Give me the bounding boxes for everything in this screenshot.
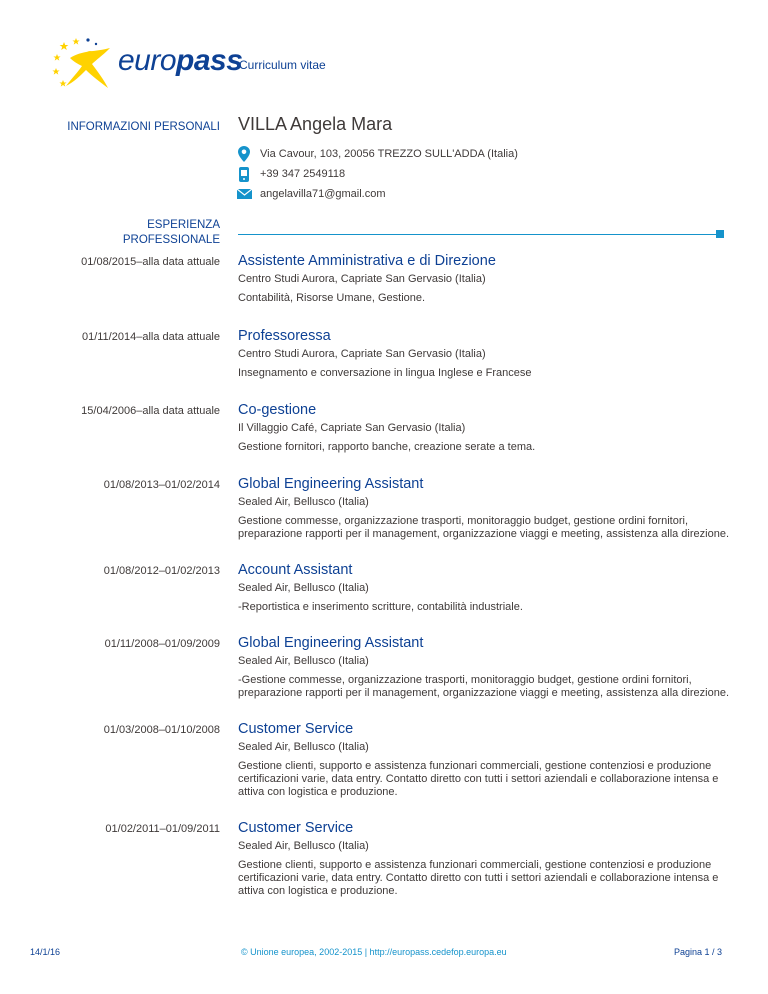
email-text[interactable]: angelavilla71@gmail.com [260, 188, 386, 200]
email-row [236, 185, 386, 203]
location-pin-icon [236, 145, 252, 163]
job-description-line: preparazione rapporti per il management, organizzazione viaggi e meeting, assistenza alla direzione. [238, 528, 730, 540]
address-row [236, 145, 518, 163]
job-title: Co-gestione [238, 402, 317, 418]
job-title: Customer Service [238, 721, 354, 737]
phone-row [236, 165, 345, 183]
job-dates: 15/04/2006–alla data attuale [81, 405, 220, 417]
job-employer: Centro Studi Aurora, Capriate San Gervasio (Italia) [238, 273, 486, 285]
job-description [238, 515, 738, 541]
job-description-line: certificazioni varie, data entry. Contatto diretto con tutti i settori aziendali e collaborazione intensa e [238, 773, 719, 785]
job-employer: Sealed Air, Bellusco (Italia) [238, 496, 369, 508]
job-description [238, 760, 738, 799]
job-description: -Reportistica e inserimento scritture, contabilità industriale. [238, 601, 523, 613]
footer-copyright[interactable]: © Unione europea, 2002-2015 | http://europass.cedefop.europa.eu [241, 947, 507, 957]
job-dates: 01/08/2015–alla data attuale [81, 256, 220, 268]
europass-star-figure-logo [52, 36, 122, 92]
personal-info-label: INFORMAZIONI PERSONALI [67, 121, 220, 133]
job-description-line: Gestione clienti, supporto e assistenza funzionari commerciali, gestione contenziosi e produzione [238, 859, 712, 871]
job-description-line: Gestione commesse, organizzazione trasporti, monitoraggio budget, gestione ordini fornitori, [238, 515, 689, 527]
address-text: Via Cavour, 103, 20056 TREZZO SULL'ADDA (Italia) [260, 148, 518, 160]
logo-brand-left: euro [118, 44, 177, 77]
job-employer: Il Villaggio Café, Capriate San Gervasio (Italia) [238, 422, 466, 434]
job-title: Account Assistant [238, 562, 353, 578]
experience-label-line1: ESPERIENZA [147, 219, 220, 231]
cv-title: Curriculum vitae [239, 58, 326, 72]
job-dates: 01/11/2014–alla data attuale [81, 331, 220, 343]
job-title: Assistente Amministrativa e di Direzione [238, 253, 496, 269]
job-description-line: certificazioni varie, data entry. Contatto diretto con tutti i settori aziendali e collaborazione intensa e [238, 872, 719, 884]
job-employer: Sealed Air, Bellusco (Italia) [238, 582, 369, 594]
job-description-line: attiva con logistica e produzione. [238, 786, 398, 798]
job-description: Contabilità, Risorse Umane, Gestione. [238, 292, 426, 304]
envelope-icon [236, 185, 252, 203]
job-description-line: Gestione clienti, supporto e assistenza funzionari commerciali, gestione contenziosi e produzione [238, 760, 712, 772]
job-employer: Sealed Air, Bellusco (Italia) [238, 655, 369, 667]
mobile-phone-icon [236, 165, 252, 183]
job-description-line: preparazione rapporti per il management, organizzazione viaggi e meeting, assistenza alla direzione. [238, 687, 730, 699]
job-title: Customer Service [238, 820, 354, 836]
job-description [238, 674, 738, 700]
candidate-name: VILLA Angela Mara [238, 114, 393, 134]
section-divider [238, 234, 716, 235]
job-title: Global Engineering Assistant [238, 476, 424, 492]
job-description-line: -Gestione commesse, organizzazione trasporti, monitoraggio budget, gestione ordini fornitori, [238, 674, 692, 686]
section-divider-square [716, 230, 724, 238]
job-description [238, 859, 738, 898]
job-description: Gestione fornitori, rapporto banche, creazione serate a tema. [238, 441, 536, 453]
job-employer: Sealed Air, Bellusco (Italia) [238, 840, 369, 852]
job-title: Professoressa [238, 328, 331, 344]
job-description: Insegnamento e conversazione in lingua Inglese e Francese [238, 367, 532, 379]
job-employer: Centro Studi Aurora, Capriate San Gervasio (Italia) [238, 348, 486, 360]
job-title: Global Engineering Assistant [238, 635, 424, 651]
job-dates: 01/08/2013–01/02/2014 [103, 479, 220, 491]
job-dates: 01/08/2012–01/02/2013 [103, 565, 220, 577]
experience-label [123, 218, 220, 248]
job-description-line: attiva con logistica e produzione. [238, 885, 398, 897]
footer-date: 14/1/16 [30, 947, 61, 957]
logo-brand-right: pass [176, 44, 243, 77]
europass-wordmark [118, 44, 242, 78]
job-employer: Sealed Air, Bellusco (Italia) [238, 741, 369, 753]
job-dates: 01/11/2008–01/09/2009 [104, 638, 220, 650]
phone-text: +39 347 2549118 [260, 168, 346, 180]
job-dates: 01/02/2011–01/09/2011 [105, 823, 220, 835]
footer-page-number: Pagina 1 / 3 [673, 947, 722, 957]
experience-label-line2: PROFESSIONALE [122, 234, 220, 246]
job-dates: 01/03/2008–01/10/2008 [103, 724, 220, 736]
